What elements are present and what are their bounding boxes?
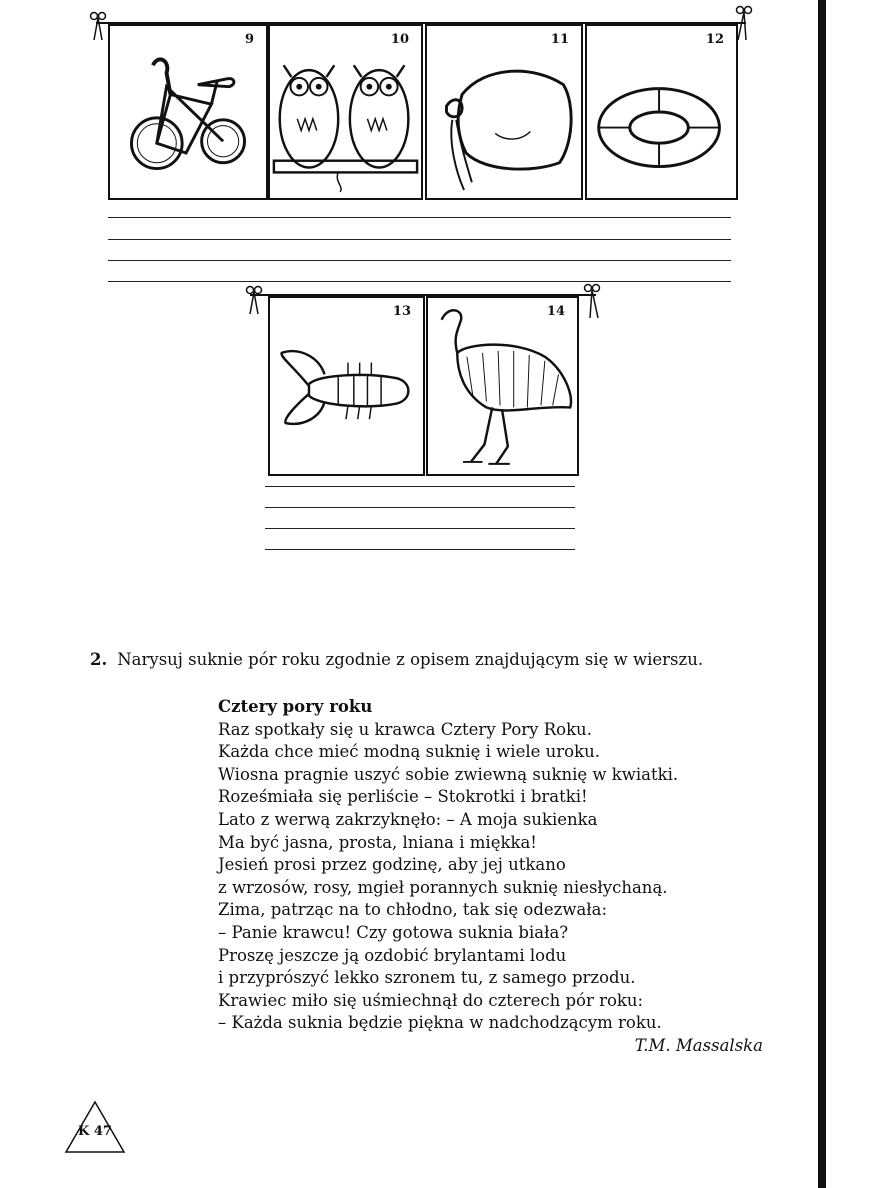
poem-line: Roześmiała się perliście – Stokrotki i bratki! <box>218 787 588 807</box>
picture-number: 14 <box>546 304 565 319</box>
poem-line: – Każda suknia będzie piękna w nadchodzącym roku. <box>218 1013 662 1033</box>
poem-author: T.M. Massalska <box>634 1035 763 1055</box>
poem-line: i przyprószyć lekko szronem tu, z samego przodu. <box>218 968 636 988</box>
ribbon-tie-icon <box>88 10 108 44</box>
picture-card-emu <box>426 296 579 476</box>
writing-line <box>108 281 731 282</box>
poem-title: Cztery pory roku <box>218 697 373 716</box>
page-edge-bar <box>818 0 826 1188</box>
lobster-icon <box>270 298 423 474</box>
picture-card-lobster <box>268 296 425 476</box>
picture-card-sack <box>425 24 583 200</box>
poem-line: Ma być jasna, prosta, lniana i miękka! <box>218 832 537 852</box>
poem <box>218 696 763 1058</box>
owls-icon <box>270 26 421 198</box>
ribbon-tie-icon <box>582 282 602 322</box>
picture-card-owls <box>268 24 423 200</box>
picture-number: 11 <box>550 32 569 47</box>
writing-line <box>108 217 731 218</box>
ribbon-tie-icon <box>244 284 264 318</box>
emu-icon <box>428 298 577 474</box>
poem-line: Raz spotkały się u krawca Cztery Pory Roku. <box>218 719 592 739</box>
bicycle-icon <box>110 26 266 198</box>
picture-number: 13 <box>392 304 411 319</box>
picture-number: 10 <box>390 32 409 47</box>
picture-number: 9 <box>244 32 254 47</box>
page-number-badge <box>64 1100 126 1154</box>
poem-line: Każda chce mieć modną suknię i wiele uroku. <box>218 742 600 762</box>
writing-line <box>265 486 575 487</box>
picture-card-bicycle <box>108 24 268 200</box>
writing-line <box>265 549 575 550</box>
task-text: Narysuj suknie pór roku zgodnie z opisem znajdującym się w wierszu. <box>117 650 704 669</box>
sack-icon <box>427 26 581 198</box>
poem-line: Jesień prosi przez godzinę, aby jej utkano <box>218 855 566 875</box>
writing-line <box>265 507 575 508</box>
poem-line: Zima, patrząc na to chłodno, tak się odezwała: <box>218 900 608 920</box>
task-instruction <box>90 650 703 669</box>
writing-line <box>108 239 731 240</box>
poem-line: z wrzosów, rosy, mgieł porannych suknię niesłychaną. <box>218 877 668 897</box>
poem-line: – Panie krawcu! Czy gotowa suknia biała? <box>218 922 569 942</box>
writing-line <box>108 260 731 261</box>
poem-line: Proszę jeszcze ją ozdobić brylantami lodu <box>218 945 567 965</box>
writing-line <box>265 528 575 529</box>
poem-line: Wiosna pragnie uszyć sobie zwiewną suknię w kwiatki. <box>218 764 679 784</box>
swim-ring-icon <box>587 26 736 198</box>
picture-number: 12 <box>705 32 724 47</box>
task-number: 2. <box>90 650 108 669</box>
poem-line: Lato z werwą zakrzyknęło: – A moja sukienka <box>218 809 598 829</box>
page-label: K 47 <box>78 1124 112 1139</box>
poem-line: Krawiec miło się uśmiechnął do czterech pór roku: <box>218 990 644 1010</box>
picture-card-swim-ring <box>585 24 738 200</box>
